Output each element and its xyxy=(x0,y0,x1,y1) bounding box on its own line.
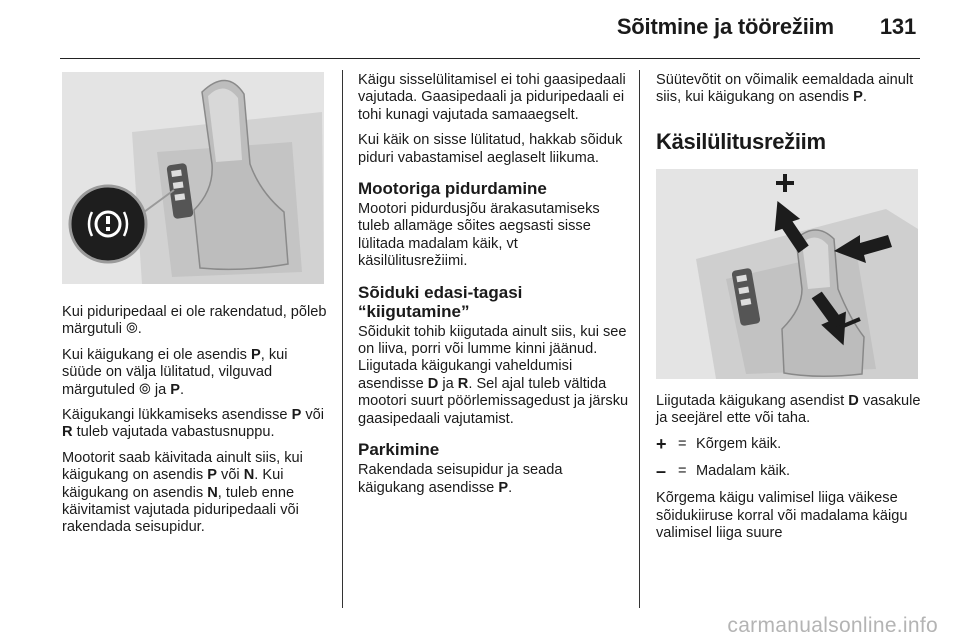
column-1 xyxy=(62,72,330,545)
header-rule xyxy=(60,58,920,59)
paragraph-ignition-off: Kui käigukang ei ole asendis P, kui süüde on välja lülitatud, vilguvad märgutuled ⦾ ja P. xyxy=(62,346,288,398)
column-2 xyxy=(358,72,630,505)
brake-symbol-icon: ⦾ xyxy=(139,381,151,398)
column-divider-2 xyxy=(639,70,640,608)
brake-symbol-icon: ⦾ xyxy=(126,321,138,338)
watermark: carmanualsonline.info xyxy=(727,614,938,637)
paragraph-manual-instruction: Liigutada käigukang asendist D vasakule ja seejärel ette või taha. xyxy=(656,392,921,427)
page-header xyxy=(60,14,916,40)
heading-manual-mode: Käsilülitusrežiim xyxy=(656,128,826,154)
heading-engine-braking: Mootoriga pidurdamine xyxy=(358,179,547,199)
heading-parking: Parkimine xyxy=(358,440,440,460)
column-3 xyxy=(656,72,924,551)
paragraph-key-removal: Süütevõtit on võimalik eemaldada ainult siis, kui käigukang on asendis P. xyxy=(656,72,914,106)
minus-icon: – xyxy=(656,461,667,482)
manual-shift-illustration xyxy=(656,169,918,379)
paragraph-engine-braking: Mootori pidurdusjõu ärakasutamiseks tuleb allamäge sõites aegsasti sisse lülitada madalam käik, vt käsilülitusrežiimi. xyxy=(358,201,600,270)
plus-icon: + xyxy=(656,433,667,454)
paragraph-brake-light: Kui piduripedaal ei ole rakendatud, põleb märgutuli ⦾. xyxy=(62,304,327,338)
paragraph-engine-start: Mootorit saab käivitada ainult siis, kui käigukang on asendis P või N. Kui käigukang on asendis N, tuleb enne käivitamist vajutada piduripedaali või rakendada seisupidur. xyxy=(62,449,303,536)
page-number: 131 xyxy=(879,14,916,39)
paragraph-gear-limits: Kõrgema käigu valimisel liiga väikese sõidukiiruse korral või madalama käigu valimisel liiga suure xyxy=(656,490,908,542)
gear-lever-illustration xyxy=(62,72,324,284)
heading-rocking: Sõiduki edasi-tagasi “kiigutamine” xyxy=(358,282,523,321)
page-title: Sõitmine ja töörežiim xyxy=(616,14,834,39)
paragraph-rocking: Sõidukit tohib kiigutada ainult siis, kui see on liiva, porri või lumme kinni jäänud. Liigutada käigukangi vaheldumisi asendisse D ja R. Sel ajal tuleb vältida mootori suurt pöörlemissagedust ja järsku gaasipedaali vajutamist. xyxy=(358,323,629,427)
column-divider-1 xyxy=(342,70,343,608)
legend-minus: – = Madalam käik. xyxy=(656,461,791,482)
legend-plus: + = Kõrgem käik. xyxy=(656,433,782,454)
paragraph-no-accelerator: Käigu sisselülitamisel ei tohi gaasipedaali vajutada. Gaasipedaali ja piduripedaali ei tohi kunagi vajutada samaaegselt. xyxy=(358,72,626,123)
paragraph-release-button: Käigukangi lükkamiseks asendisse P või R tuleb vajutada vabastusnuppu. xyxy=(62,407,325,441)
paragraph-parking: Rakendada seisupidur ja seada käigukang asendisse P. xyxy=(358,462,563,496)
paragraph-creep: Kui käik on sisse lülitatud, hakkab sõiduk piduri vabastamisel aeglaselt liikuma. xyxy=(358,132,623,166)
